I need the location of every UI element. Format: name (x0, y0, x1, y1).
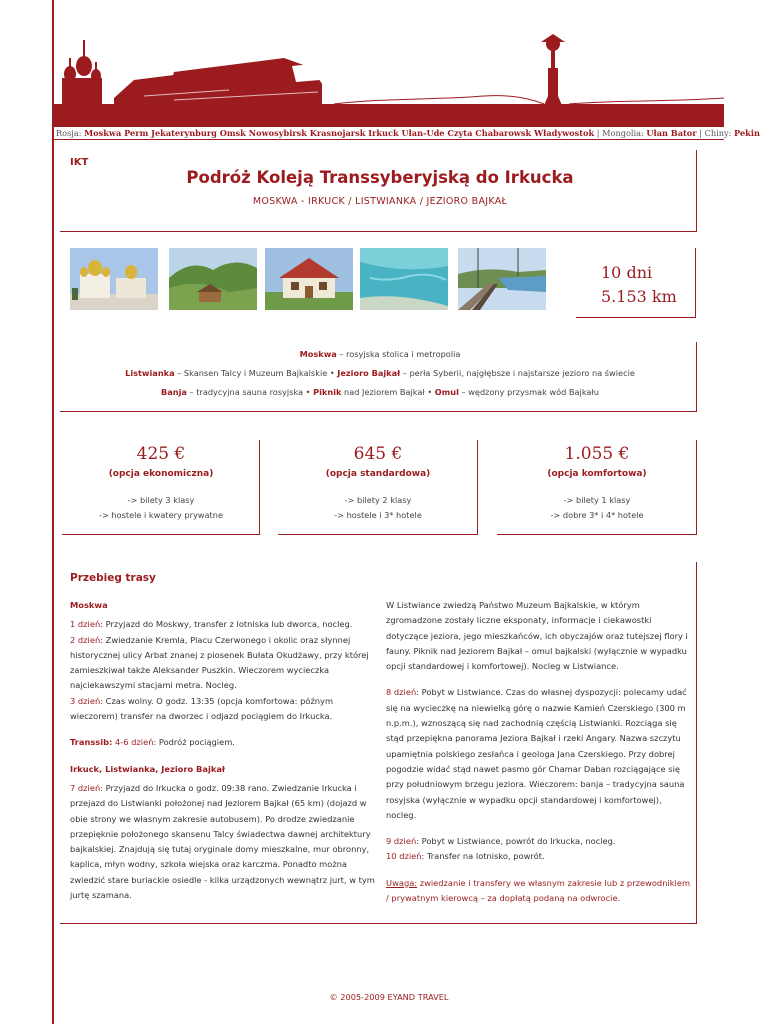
photo-lake-baikal-water (360, 248, 448, 310)
day-1: 1 dzień: Przyjazd do Moskwy, transfer z lotniska lub dworca, nocleg. 2 dzień: Zwiedzanie Kremla, Placu Czerwonego i okolic oraz słynnej historycznej ulicy Arbat znanej z piosenek Bułata Okudżawy, przy której zamieszkiwał także Aleksander Puszkin. Wieczorem wycieczka najciekawszymi stacjami metra. Nocleg. 3 dzień: Czas wolny. O godz. 13:35 (opcja komfortowa: późnym wieczorem) transfer na dworzec i odjazd pociągiem do Irkucka. (70, 619, 369, 722)
price-amount: 645 € (353, 444, 403, 464)
price-feature: -> bilety 3 klasy (127, 495, 195, 505)
left-border-line (52, 0, 54, 1024)
price-amount: 425 € (136, 444, 186, 464)
day-9-10: 9 dzień: Pobyt w Listwiance, powrót do Irkucka, nocleg. 10 dzień: Transfer na lotnisko, powrót. (386, 836, 616, 862)
section-heading-moskwa: Moskwa (70, 600, 108, 610)
route-label-russia: Rosja: (56, 128, 82, 138)
footer-copyright: © 2005-2009 EYAND TRAVEL (329, 992, 449, 1002)
price-feature: -> bilety 2 klasy (344, 495, 412, 505)
price-standard (278, 444, 478, 523)
price-option: (opcja komfortowa) (547, 469, 647, 479)
price-option: (opcja standardowa) (325, 469, 431, 479)
day-7: 7 dzień: Przyjazd do Irkucka o godz. 09:38 rano. Zwiedzanie Irkucka i przejazd do Listwianki położonej nad Jeziorem Bajkał (65 km) (dojazd w obie strony we własnym zakresie autobusem). Po drodze zwiedzanie przepięknie położonego skansenu Talcy świadectwa dawnej architektury bajkalskiej. Znajdują się tutaj oryginale domy mieszkalne, mur obronny, kaplica, młyn wodny, szkoła wiejska oraz karczma. Ponadto można zwiedzić stare buriackie osiedle - kilka urządzonych wewnątrz jurt, w tym jurtę szamana. (70, 782, 375, 901)
price-feature: -> hostele i 3* hotele (334, 510, 422, 520)
day-7-continued: W Listwiance zwiedzą Państwo Muzeum Bajkalskie, w którym zgromadzone zostały liczne eksponaty, informacje i ciekawostki dotyczące jeziora, jego mieszkańców, ich obyczajów oraz tutejszej flory i fauny. Piknik nad Jeziorem Bajkał – omul bajkalski (wyłącznie w wypadku opcji standardowej i komfortowej). Nocleg w Listwiance. (386, 600, 688, 672)
section-heading-irkuck: Irkuck, Listwianka, Jezioro Bajkał (70, 763, 226, 774)
price-feature: -> dobre 3* i 4* hotele (550, 510, 644, 520)
highlight-line-2: Listwianka – Skansen Talcy i Muzeum Bajkalskie • Jezioro Bajkał – perła Syberii, najgłębsze i najstarsze jezioro na świecie (125, 368, 635, 378)
route-label-china: Chiny: (704, 128, 732, 138)
itinerary-right-column (386, 598, 692, 917)
highlight-line-3: Banja – tradycyjna sauna rosyjska • Piknik nad Jeziorem Bajkał • Omul – wędzony przysmak wód Bajkału (161, 387, 599, 397)
route-separator: | (596, 128, 600, 138)
route-label-mongolia: Mongolia: (602, 128, 644, 138)
route-separator: | (699, 128, 702, 138)
title-box (60, 150, 697, 232)
itinerary-title: Przebieg trasy (70, 572, 156, 584)
trip-distance: 5.153 km (601, 287, 677, 306)
photo-wooden-house (265, 248, 353, 310)
route-cities-china: Pekin (734, 128, 760, 138)
photo-listvyanka-hills (169, 248, 257, 310)
photo-railway-by-lake (458, 248, 546, 310)
tour-code: IKT (70, 157, 89, 168)
days-4-6: Transsib: 4-6 dzień: Podróż pociągiem. (70, 737, 235, 748)
photo-kremlin-cathedrals (70, 248, 158, 310)
stats-box (576, 248, 696, 318)
price-option: (opcja ekonomiczna) (108, 469, 214, 479)
route-cities-mongolia: Ułan Bator (646, 128, 697, 138)
trip-duration: 10 dni (601, 263, 653, 282)
day-8: 8 dzień: Pobyt w Listwiance. Czas do własnej dyspozycji: polecamy udać się na wycieczkę na niewielką górę o nazwie Kamień Czerskiego (300 m n.p.m.), wznoszącą się nad zachodnią częścią Listwianki. Rozciąga się stąd przepiękna panorama Jeziora Bajkał i rzeki Angary. Nazwa szczytu upamiętnia polskiego zesłańca i geologa Jana Czerskiego. Przy dobrej pogodzie widać stąd nawet pasmo gór Chamar Daban rozciągające się przy południowym brzegu jeziora. Wieczorem: banja – tradycyjna sauna rosyjska (wyłącznie w wypadku opcji standardowej i komfortowej), nocleg. (386, 687, 687, 820)
itinerary-left-column (70, 598, 378, 914)
highlight-line-1: Moskwa – rosyjska stolica i metropolia (299, 349, 461, 359)
route-cities-russia: Moskwa Perm Jekaterynburg Omsk Nowosybirsk Krasnojarsk Irkuck Ułan-Ude Czyta Chabarowsk Władywostok (84, 128, 595, 138)
price-amount: 1.055 € (564, 444, 630, 464)
header-banner-illustration (54, 28, 724, 126)
page-subtitle: MOSKWA - IRKUCK / LISTWIANKA / JEZIORO BAJKAŁ (252, 196, 508, 207)
page-title: Podróż Koleją Transsyberyjską do Irkucka (186, 168, 574, 187)
price-economy (62, 444, 260, 523)
route-cities-bar (52, 126, 760, 140)
price-feature: -> bilety 1 klasy (563, 495, 631, 505)
price-feature: -> hostele i kwatery prywatne (99, 510, 223, 520)
price-comfort (497, 444, 697, 523)
note: Uwaga: zwiedzanie i transfery we własnym zakresie lub z przewodnikiem / prywatnym kierowcą – za dopłatą podaną na odwrocie. (386, 877, 691, 904)
